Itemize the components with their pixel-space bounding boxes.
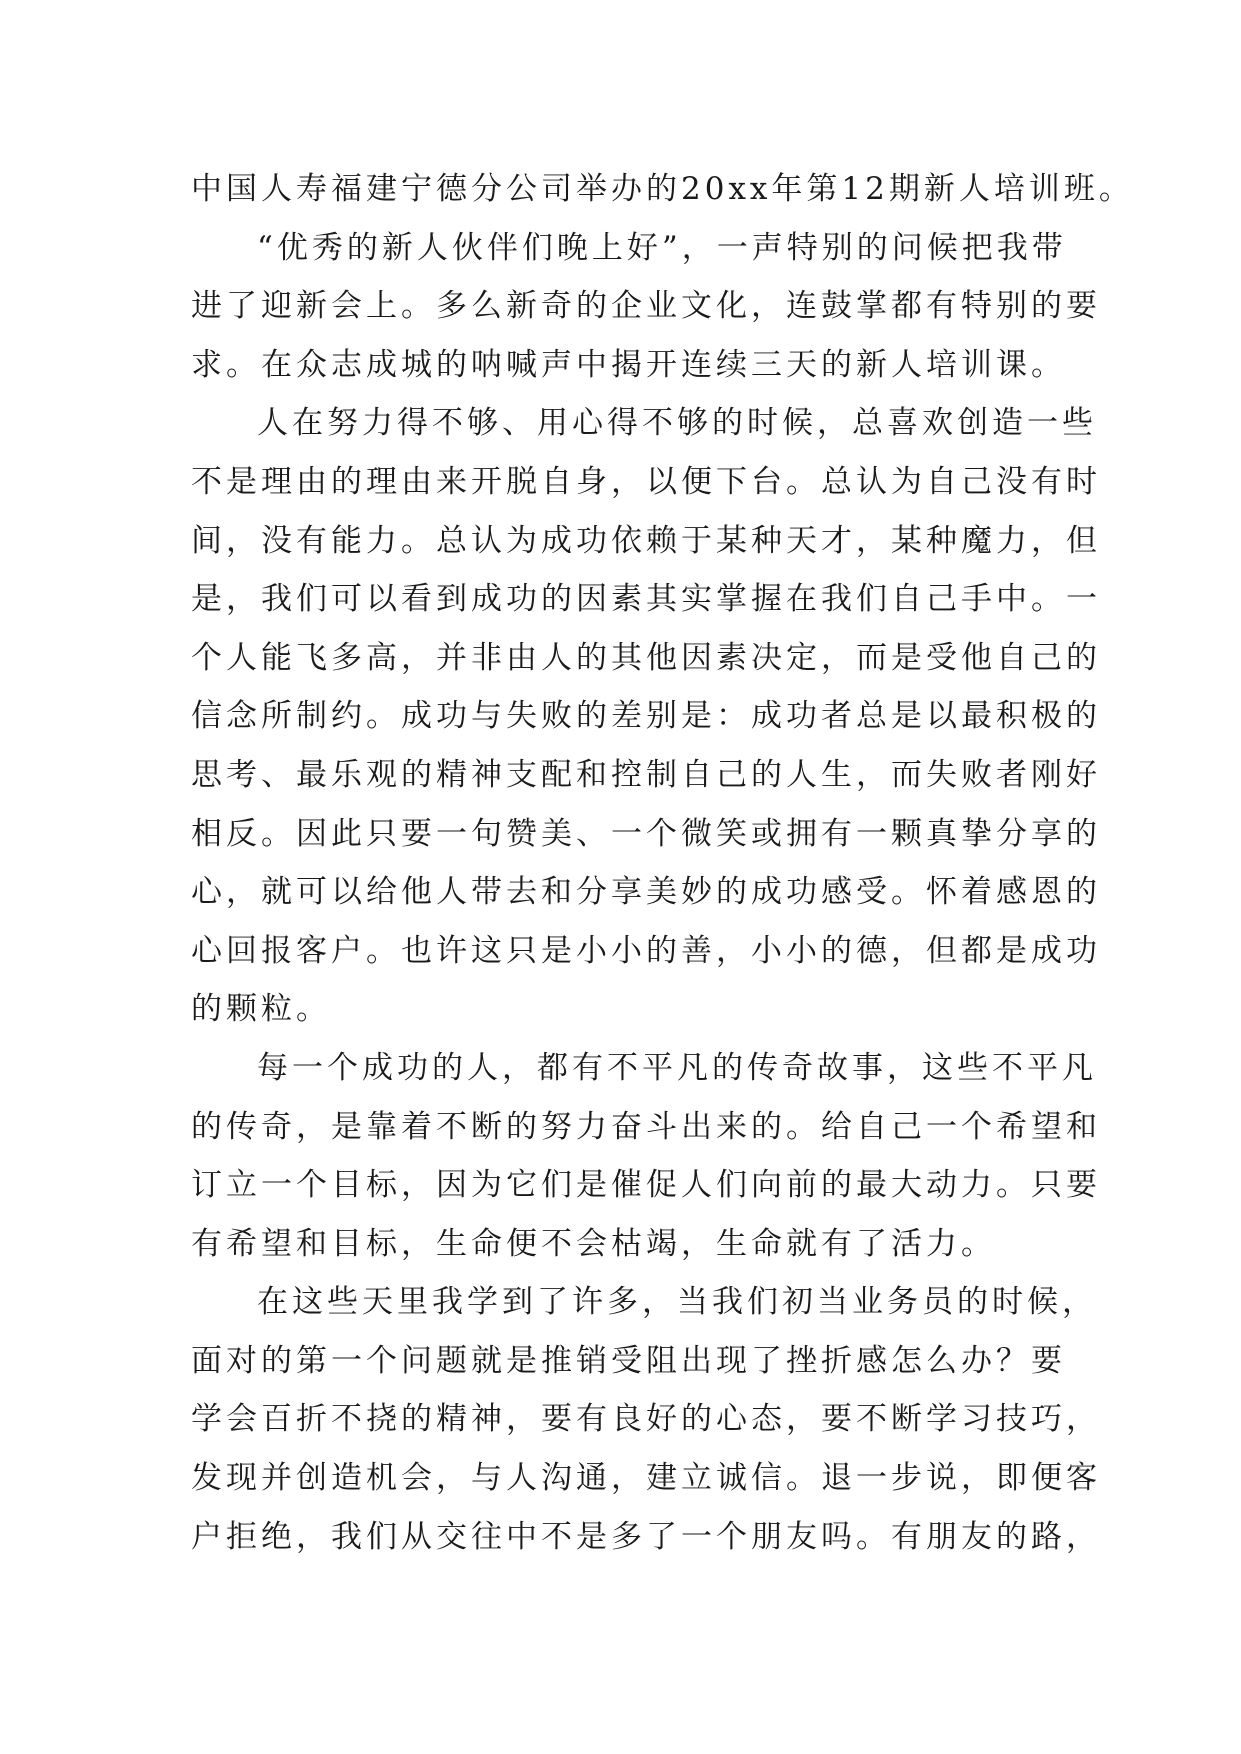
text-line: 的颗粒。 xyxy=(191,991,331,1028)
text-line: 求。在众志成城的呐喊声中揭开连续三天的新人培训课。 xyxy=(191,346,1066,383)
paragraph-first-line: 人在努力得不够、用心得不够的时候，总喜欢创造一些 xyxy=(257,405,1097,442)
paragraph-first-line: 在这些天里我学到了许多，当我们初当业务员的时候， xyxy=(257,1284,1097,1321)
text-line: 不是理由的理由来开脱自身，以便下台。总认为自己没有时 xyxy=(191,463,1101,500)
text-line: 是，我们可以看到成功的因素其实掌握在我们自己手中。一 xyxy=(191,581,1101,618)
text-line: 有希望和目标，生命便不会枯竭，生命就有了活力。 xyxy=(191,1225,996,1262)
text-line: 订立一个目标，因为它们是催促人们向前的最大动力。只要 xyxy=(191,1167,1101,1204)
text-line: 间，没有能力。总认为成功依赖于某种天才，某种魔力，但 xyxy=(191,522,1101,559)
document-body xyxy=(191,160,1134,1566)
paragraph-first-line: “优秀的新人伙伴们晚上好”，一声特别的问候把我带 xyxy=(257,229,1067,266)
text-line: 思考、最乐观的精神支配和控制自己的人生，而失败者刚好 xyxy=(191,756,1101,793)
text-line: 面对的第一个问题就是推销受阻出现了挫折感怎么办？要 xyxy=(191,1342,1066,1379)
text-line: 发现并创造机会，与人沟通，建立诚信。退一步说，即便客 xyxy=(191,1460,1101,1497)
text-line: 中国人寿福建宁德分公司举办的20xx年第12期新人培训班。 xyxy=(191,171,1134,207)
text-line: 学会百折不挠的精神，要有良好的心态，要不断学习技巧， xyxy=(191,1401,1101,1438)
text-line: 心，就可以给他人带去和分享美妙的成功感受。怀着感恩的 xyxy=(191,874,1101,911)
text-line: 进了迎新会上。多么新奇的企业文化，连鼓掌都有特别的要 xyxy=(191,288,1101,325)
text-line: 心回报客户。也许这只是小小的善，小小的德，但都是成功 xyxy=(191,932,1101,969)
text-line: 户拒绝，我们从交往中不是多了一个朋友吗。有朋友的路， xyxy=(191,1518,1101,1555)
paragraph-first-line: 每一个成功的人，都有不平凡的传奇故事，这些不平凡 xyxy=(257,1049,1097,1086)
text-line: 相反。因此只要一句赞美、一个微笑或拥有一颗真挚分享的 xyxy=(191,815,1101,852)
text-line: 个人能飞多高，并非由人的其他因素决定，而是受他自己的 xyxy=(191,639,1101,676)
text-line: 信念所制约。成功与失败的差别是：成功者总是以最积极的 xyxy=(191,698,1101,735)
text-line: 的传奇，是靠着不断的努力奋斗出来的。给自己一个希望和 xyxy=(191,1108,1101,1145)
